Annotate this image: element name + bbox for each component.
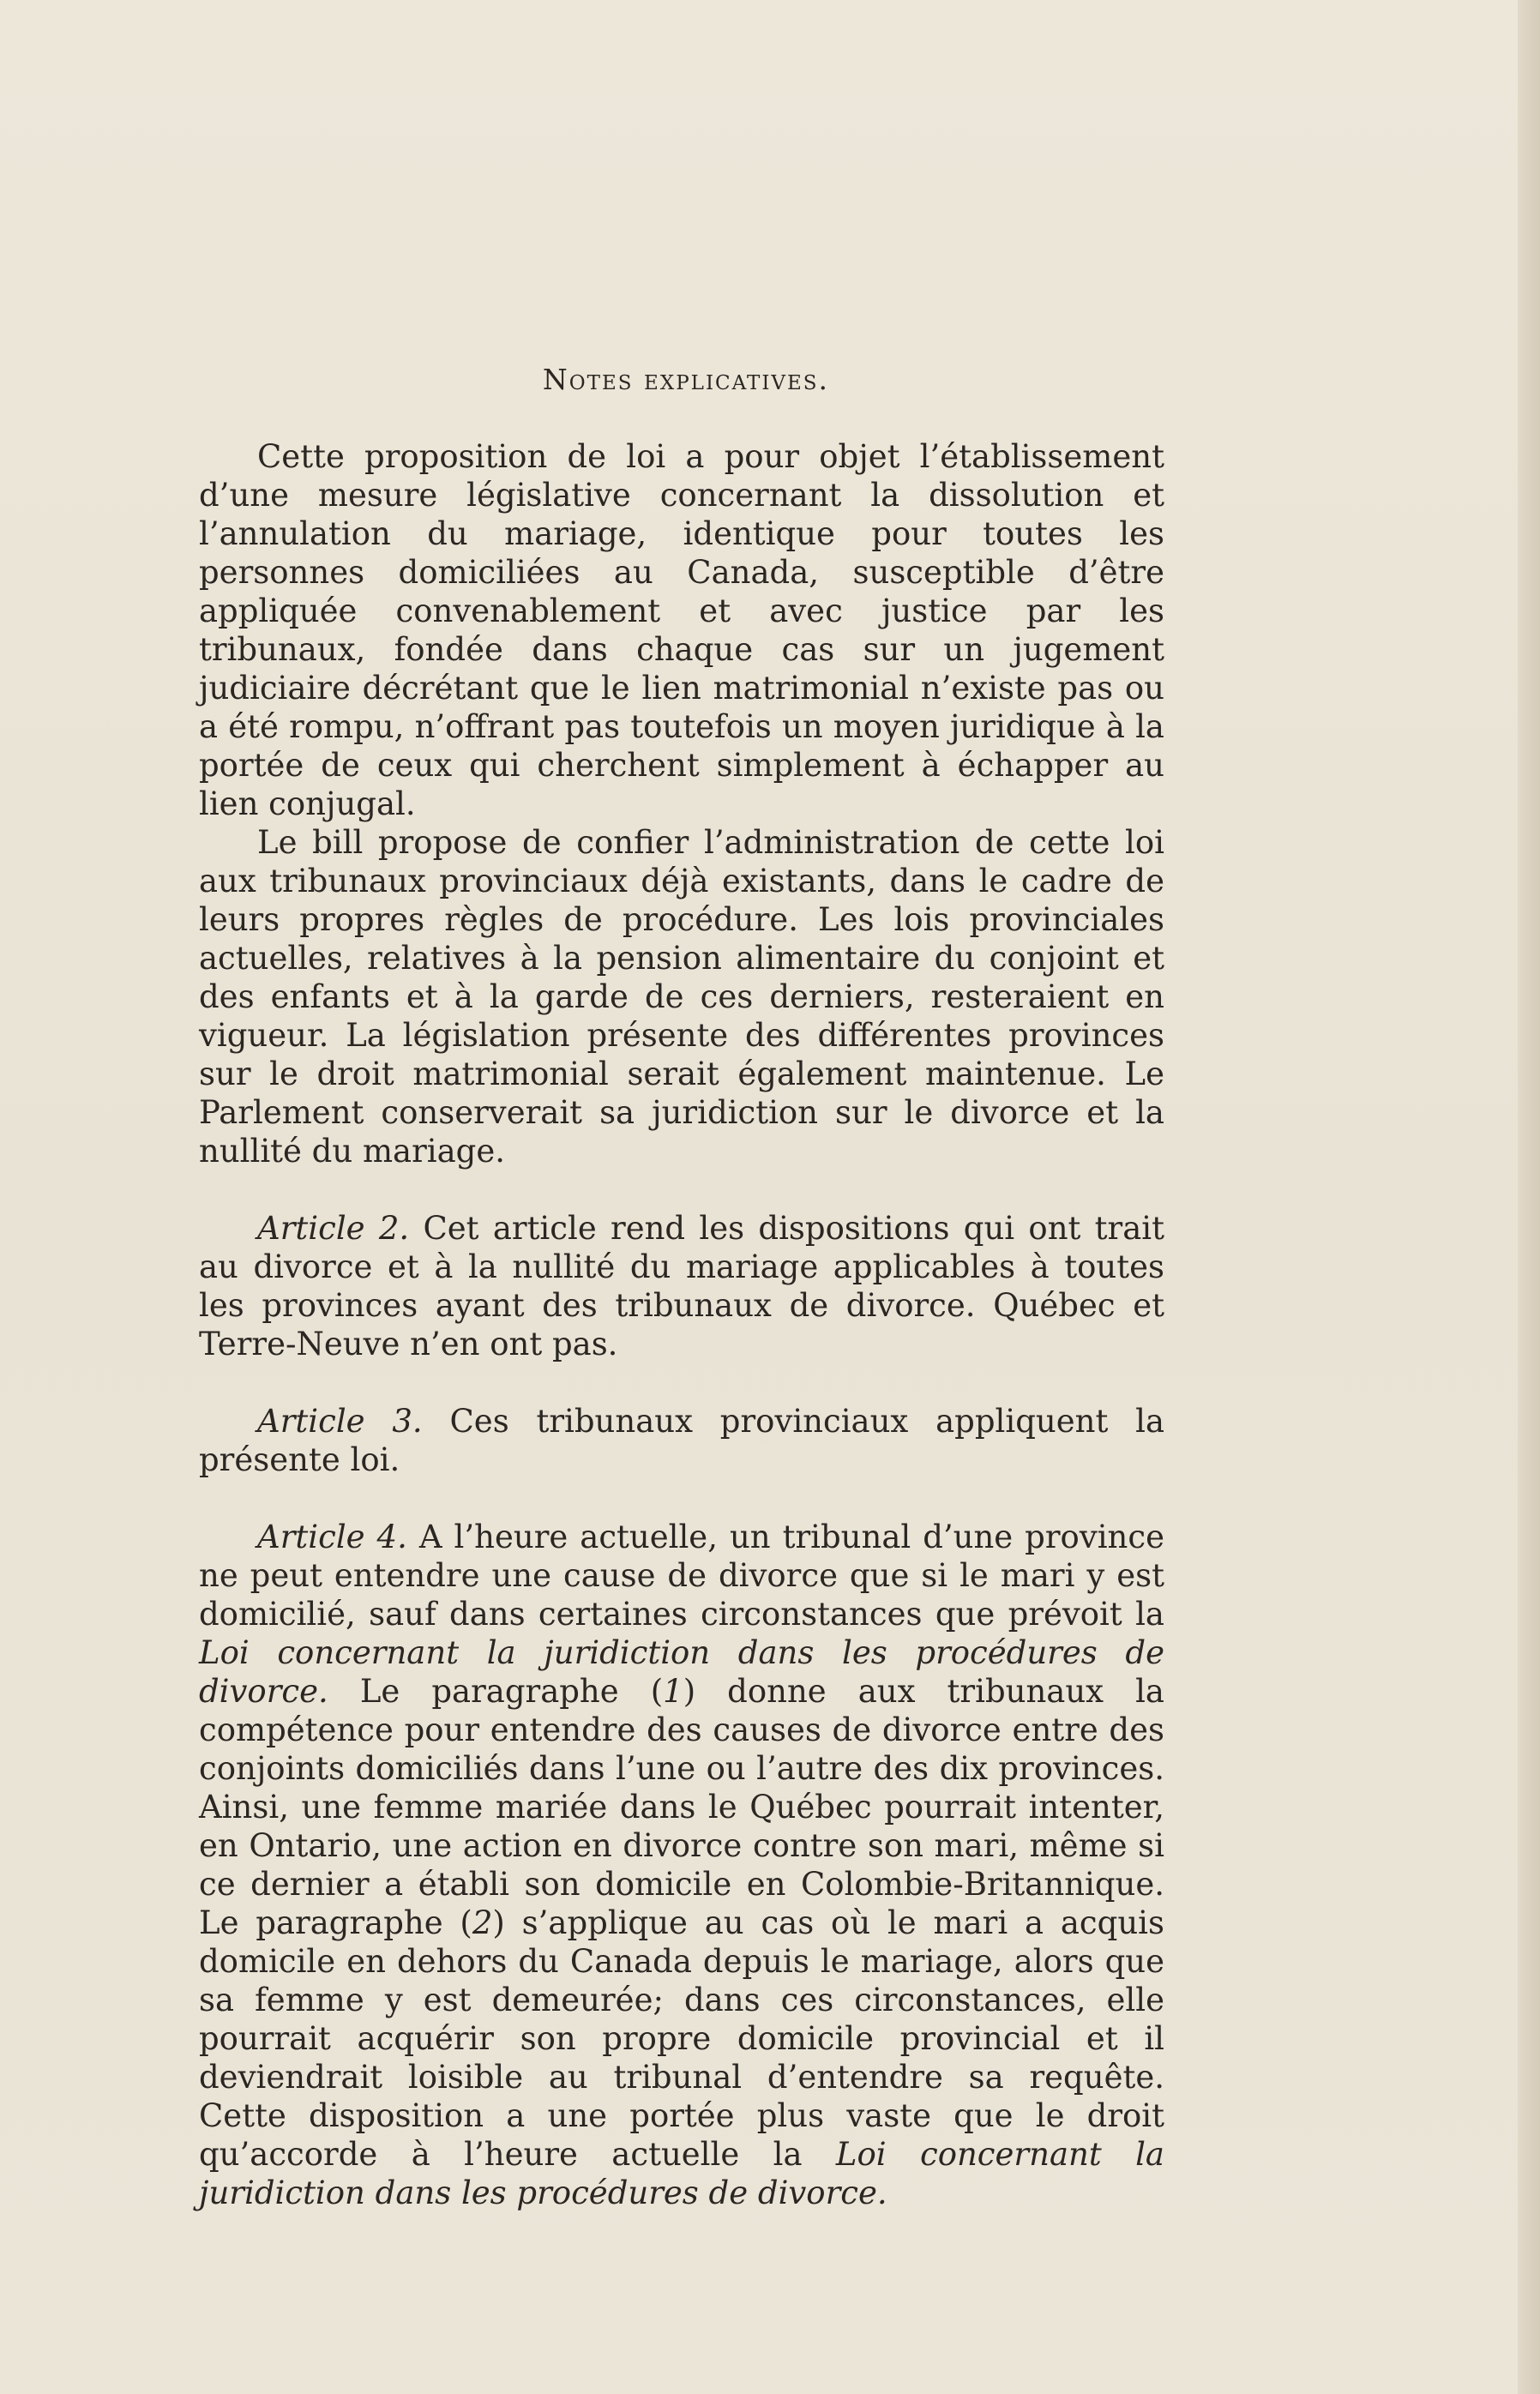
- notes-heading: Notes explicatives.: [542, 363, 830, 396]
- article-4-note: [199, 1518, 1164, 2212]
- article-4-text-4: ) s’applique au cas où le mari a acquis domicile en dehors du Canada depuis le mariage, alors que sa femme y est demeurée; dans ces circonstances, elle pourrait acquérir son propre domicile provincial et il deviendrait loisible au tribunal d’entendre sa requête. Cette disposition a une portée plus vaste que le droit qu’accorde à l’heure actuelle la: [199, 1904, 1164, 2173]
- explanatory-notes: [199, 360, 1164, 2212]
- intro-paragraph-2: Le bill propose de confier l’administration de cette loi aux tribunaux provinciaux déjà existants, dans le cadre de leurs propres règles de procédure. Les lois provinciales actuelles, relatives à la pension alimentaire du conjoint et des enfants et à la garde de ces derniers, resteraient en vigueur. La législation présente des différentes provinces sur le droit matrimonial serait également maintenue. Le Parlement conserverait sa juridiction sur le divorce et la nullité du mariage.: [199, 824, 1164, 1170]
- page-edge: [1518, 0, 1540, 2394]
- article-4-text-1: A l’heure actuelle, un tribunal d’une province ne peut entendre une cause de divorce que si le mari y est domicilié, sauf dans certaines circonstances que prévoit la: [199, 1519, 1165, 1633]
- article-4-label: Article 4.: [257, 1519, 407, 1555]
- article-3-label: Article 3.: [257, 1403, 423, 1440]
- act-title-2: Loi concernant la juridiction dans les procédures de divorce.: [199, 2136, 1164, 2211]
- article-4-text-3: ) donne aux tribunaux la compétence pour entendre des causes de divorce entre des conjoints domiciliés dans l’une ou l’autre des dix provinces. Ainsi, une femme mariée dans le Québec pourrait intenter, en Ontario, une action en divorce contre son mari, même si ce dernier a établi son domicile en Colombie-Britannique. Le paragraphe (: [199, 1673, 1164, 1941]
- article-2-text: Cet article rend les dispositions qui ont trait au divorce et à la nullité du mariage applicables à toutes les provinces ayant des tribunaux de divorce. Québec et Terre-Neuve n’en ont pas.: [199, 1210, 1165, 1362]
- subsection-1-ref: 1: [663, 1673, 683, 1710]
- article-3-note: [199, 1402, 1164, 1479]
- subsection-2-ref: 2: [472, 1904, 493, 1941]
- article-2-label: Article 2.: [257, 1210, 410, 1247]
- article-3-text: Ces tribunaux provinciaux appliquent la présente loi.: [199, 1403, 1165, 1478]
- article-4-text-2: Le paragraphe (: [328, 1673, 664, 1710]
- article-2-note: [199, 1209, 1164, 1363]
- act-title-1: Loi concernant la juridiction dans les procédures de divorce.: [199, 1634, 1164, 1710]
- intro-paragraph-1: Cette proposition de loi a pour objet l’établissement d’une mesure législative concernant la dissolution et l’annulation du mariage, identique pour toutes les personnes domiciliées au Canada, susceptible d’être appliquée convenablement et avec justice par les tribunaux, fondée dans chaque cas sur un jugement judiciaire décrétant que le lien matrimonial n’existe pas ou a été rompu, n’offrant pas toutefois un moyen juridique à la portée de ceux qui cherchent simplement à échapper au lien conjugal.: [199, 438, 1164, 822]
